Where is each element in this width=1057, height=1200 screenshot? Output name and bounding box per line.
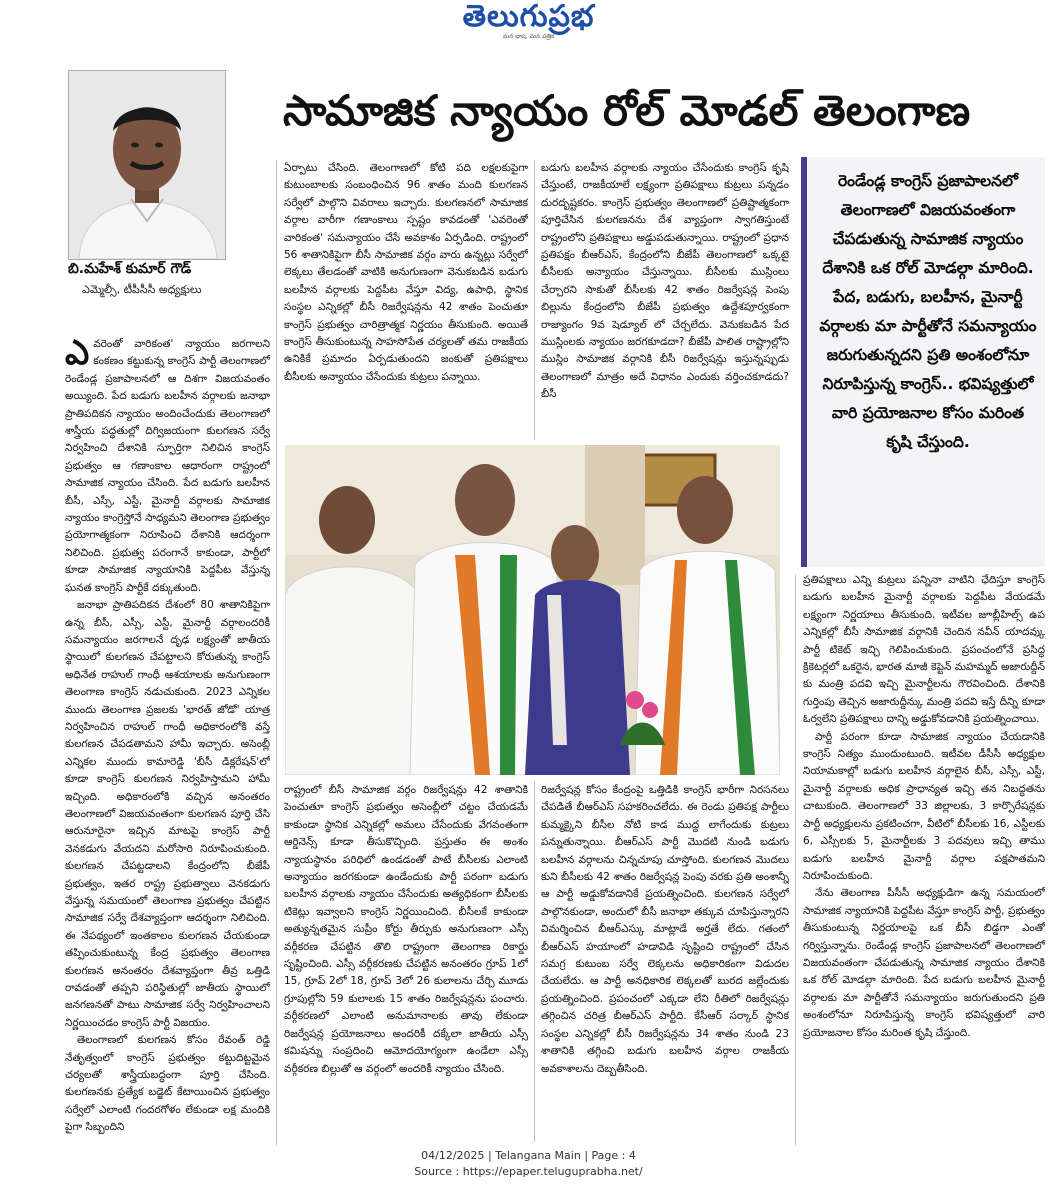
article-column-right-bottom — [541, 782, 789, 1142]
footer-source-link[interactable]: Source : https://epaper.teluguprabha.net/ — [414, 1165, 643, 1178]
masthead-title: తెలుగుప్రభ — [462, 0, 595, 34]
paragraph: పార్టీ పరంగా కూడా సామాజిక న్యాయం చేయడానికి కాంగ్రెస్ నిత్యం ముందుంటుంది. ఇటీవల డీసీసీ అధ్యక్షుల నియామకాల్లో బడుగు బలహీన వర్గాలైన బీసీ, ఎస్సీ, ఎస్టీ, మైనార్టీ వర్గాలకు అధిక ప్రాధాన్యత ఇచ్చి తన నిబద్ధతను చాటుకుంది. తెలంగాణలో 33 జిల్లాలకు, 3 కార్పొరేషన్లకు పార్టీ అధ్యక్షులను ప్రకటించగా, వీటిలో బీసీలకు 16, ఎస్టీలకు 6, ఎస్సీలకు 5, మైనార్టీలకు 3 పదవులు ఇచ్చి తాము బడుగు బలహీన మైనార్టీ వర్గాల పక్షపాతమని నిరూపించుకుంది. — [803, 730, 1045, 882]
article-column-far-right — [803, 572, 1045, 1144]
author-name: బి.మహేశ్ కుమార్ గౌడ్ — [68, 261, 192, 277]
paragraph: ప్రతిపక్షాలు ఎన్ని కుట్రలు పన్నినా వాటిని ఛేదిస్తూ కాంగ్రెస్ బడుగు బలహీన మైనార్టీ వర్గాలకు పెద్దపీట వేయడమే లక్ష్యంగా నిర్ణయాలు తీసుకుంది. ఇటీవల జూబ్లీహిల్స్ ఉప ఎన్నికల్లో బీసీ సామాజిక వర్గానికి చెందిన నవీన్ యాదవ్కు పార్టీ టికెట్ ఇచ్చి గెలిపించుకుంది. ప్రపంచంలోనే ప్రసిద్ధ క్రికెటర్లలో ఒకరైన, భారత మాజీ కెప్టెన్ మహమ్మద్ అజారుద్దీన్ కు మంత్రి పదవి ఇచ్చి మైనార్టీలను గౌరవించింది. దేశానికి గుర్తింపు తెచ్చిన అజారుద్దీన్కు మంత్రి పదవి ఇస్తే దీన్ని కూడా ఓర్వలేని ప్రతిపక్షాలు దాన్ని అడ్డుకోవడానికి ప్రయత్నించాయి. — [803, 574, 1045, 726]
author-role: ఎమ్మెల్సీ, టీపీసీసీ అధ్యక్షులు — [82, 283, 202, 296]
paragraph: తెలంగాణలో కులగణన కోసం రేవంత్ రెడ్డి నేతృత్వంలో కాంగ్రెస్ ప్రభుత్వం కట్టుదిట్టమైన చర్యలతో శాస్త్రీయబద్ధంగా పూర్తి చేసింది. కులగణనకు ప్రత్యేక బడ్జెట్ కేటాయించిన ప్రభుత్వం సర్వేలో ఎలాంటి గందరగోళం లేకుండా లక్ష మందికి పైగా సిబ్బందిని — [65, 1034, 270, 1134]
paragraph: ఏర్పాటు చేసింది. తెలంగాణలో కోటి పది లక్షలకుపైగా కుటుంబాలకు సంబంధించిన 96 శాతం మంది కులగణన సర్వేలో పాల్గొని వివరాలు ఇచ్చారు. కులగణనలో సామాజిక వర్గాల వారీగా గణాంకాలు స్పష్టం కావడంతో 'ఎవరెంతో వారికంత' సమన్యాయం చేసే అవకాశం ఏర్పడింది. రాష్ట్రంలో 56 శాతానికిపైగా బీసీ సామాజిక వర్గం వారు ఉన్నట్లు సర్వేలో లెక్కలు తేలడంతో వాటికి అనుగుణంగా వెనుకబడిన బడుగు బలహీన వర్గాలకు పెద్దపీట వేస్తూ విద్య, ఉపాధి, స్థానిక సంస్థల ఎన్నికల్లో బీసీ రిజర్వేషన్లను 42 శాతం పెంచుతూ కాంగ్రెస్ ప్రభుత్వం చారిత్రాత్మక నిర్ణయం తీసుకుంది. అయితే కాంగ్రెస్ తీసుకుంటున్న సాహసోపేత చర్యలతో తమ రాజకీయ ఉనికికే ప్రమాదం ఏర్పడుతుందని జంకుతో ప్రతిపక్షాలు బీసీలకు అన్యాయం చేసేందుకు కుట్రలు పన్నాయి. — [284, 162, 528, 383]
group-photo-image — [285, 445, 780, 775]
footer-edition-info: 04/12/2025 | Telangana Main | Page : 4 — [421, 1149, 636, 1162]
author-photo — [68, 70, 226, 260]
article-column-left — [65, 336, 270, 1144]
author-portrait-image — [69, 71, 225, 259]
column-divider — [795, 575, 796, 1145]
paragraph: జనాభా ప్రాతిపదికన దేశంలో 80 శాతానికిపైగా ఉన్న బీసీ, ఎస్సీ, ఎస్టీ, మైనార్టీ వర్గాలందరికీ సమన్యాయం జరగాలనే దృఢ లక్ష్యంతో జాతీయ స్థాయిలో కులగణన చేపట్టాలని కోరుతున్న కాంగ్రెస్ అధినేత రాహుల్ గాంధీ ఆశయాలకు అనుగుణంగా తెలంగాణ కాంగ్రెస్ నడుచుకుంది. 2023 ఎన్నికల ముందు తెలంగాణ ప్రజలకు 'భారత్ జోడో' యాత్ర నిర్వహించిన రాహుల్ గాంధీ అధికారంలోకి వస్తే కులగణన చేపడతామని హామీ ఇచ్చారు. అసెంబ్లీ ఎన్నికల ముందు కామారెడ్డి 'బీసీ డిక్లరేషన్'లో కూడా కాంగ్రెస్ కులగణన నిర్వహిస్తామని హామీ ఇచ్చింది. అధికారంలోకి వచ్చిన అనంతరం తెలంగాణలో విజయవంతంగా కులగణన పూర్తి చేసి ఆరునూరైనా ఇచ్చిన మాటపై కాంగ్రెస్ పార్టీ వెనకడుగు వేయదని మరోసారి నిరూపించుకుంది. కులగణన చేపట్టడాలని కేంద్రంలోని బీజేపీ ప్రభుత్వం, ఇతర రాష్ట్ర ప్రభుత్వాలు వెనకడుగు వేస్తున్న సమయంలో తెలంగాణ ప్రభుత్వం చేపట్టిన సామాజిక సర్వే దేశవ్యాప్తంగా ఆదర్శంగా నిలిచింది. ఈ నేపథ్యంలో ఇంతకాలం కులగణన చేయకుండా తప్పించుకుంటున్న కేంద్ర ప్రభుత్వం తెలంగాణ కులగణన అనంతరం దేశవ్యాప్తంగా తీవ్ర ఒత్తిడి రావడంతో తప్పని పరిస్థితుల్లో జాతీయ స్థాయిలో జనగణనతో పాటు సామాజిక సర్వే నిర్వహించాలని నిర్ణయించడం కాంగ్రెస్ పార్టీ విజయం. — [65, 599, 270, 1029]
column-divider — [534, 160, 535, 440]
masthead-tagline: మన భాష, మన పత్రిక — [502, 33, 555, 40]
column-divider — [276, 160, 277, 1145]
column-divider — [534, 782, 535, 1142]
paragraph: బడుగు బలహీన వర్గాలకు న్యాయం చేసేందుకు కాంగ్రెస్ కృషి చేస్తుంటే, రాజకీయాలే లక్ష్యంగా ప్రతిపక్షాలు కుట్రలు పన్నడం దురదృష్టకరం. కాంగ్రెస్ ప్రభుత్వం తెలంగాణలో ప్రతిష్టాత్మకంగా పూర్తిచేసిన కులగణనను దేశ వ్యాప్తంగా స్వాగతిస్తుంటే రాష్ట్రంలోని ప్రతిపక్షాలు అడ్డుపడుతున్నాయి. రాష్ట్రంలో ప్రధాన ప్రతిపక్షం బీఆర్ఎస్, కేంద్రంలోని బీజేపీ తెలంగాణలో ఒక్కటై బీసీలకు అన్యాయం చేస్తున్నాయి. బీసీలకు ముస్లింలు చేర్చారని సాకుతో బీసీలకు 42 శాతం రిజర్వేషన్ల పెంపు బిల్లును కేంద్రంలోని బీజేపీ ప్రభుత్వం ఉద్దేశపూర్వకంగా రాజ్యాంగం 9వ షెడ్యూల్ లో చేర్చలేదు. వెనుకబడిన పేద ముస్లింలకు న్యాయం జరగకూడదా? బీజేపీ పాలిత రాష్ట్రాల్లోని ముస్లిం సామాజిక వర్గానికి బీసీ రిజర్వేషన్లు ఇస్తున్నప్పుడు తెలంగాణలో మాత్రం అదే విధానం ఎందుకు వర్తించకూడదు? బీసీ — [541, 162, 789, 401]
headline: సామాజిక న్యాయం రోల్ మోడల్ తెలంగాణ — [283, 86, 971, 135]
paragraph: రిజర్వేషన్ల కోసం కేంద్రంపై ఒత్తిడికి కాంగ్రెస్ భారీగా నిరసనలు చేపడితే బీఆర్ఎస్ సహకరించలేదు. ఈ రెండు ప్రతిపక్ష పార్టీలు కుమ్మక్కైని బీసీల నోటి కాడ ముద్ద లాగేందుకు కుట్రలు పన్నుతున్నాయి. బీఆర్ఎస్ పార్టీ మొదటి నుండి బడుగు బలహీన వర్గాలను చిన్నచూపు చూస్తోంది. కులగణన మొదలు కుని బీసీలకు 42 శాతం రిజర్వేషన్ల పెంపు వరకు ప్రతి అంశాన్నీ ఆ పార్టీ అడ్డుకోవడానికే ప్రయత్నించింది. కులగణన సర్వేలో పాల్గొనకుండా, అందులో బీసీ జనాభా తక్కువ చూపిస్తున్నారని విమర్శించిన బీఆర్ఎస్కు మాట్లాడే అర్హతే లేదు. గతంలో బీఆర్ఎస్ హయాంలో హడావిడి సృష్టించి రాష్ట్రంలో చేసిన సమగ్ర కుటుంబ సర్వే లెక్కలను అధికారికంగా విడుదల చేయలేదు. ఆ పార్టీ అనధికారిక లెక్కలతో బురద జల్లేందుకు ప్రయత్నించింది. ప్రపంచంలో ఎక్కడా లేని రీతిలో రిజర్వేషన్లు తగ్గించిన చరిత్ర బీఆర్ఎస్ పార్టీది. కేసీఆర్ సర్కార్ స్థానిక సంస్థల ఎన్నికల్లో బీసీ రిజర్వేషన్లను 34 శాతం నుండి 23 శాతానికి తగ్గించి బడుగు బలహీన వర్గాల రాజకీయ అవకాశాలను దెబ్బతీసింది. — [541, 784, 789, 1075]
pull-quote: రెండేండ్ల కాంగ్రెస్ ప్రజాపాలనలో తెలంగాణలో విజయవంతంగా చేపడుతున్న సామాజిక న్యాయం దేశానికి ఒక రోల్ మోడల్గా మారింది. పేద, బడుగు, బలహీన, మైనార్టీ వర్గాలకు మా పార్టీతోనే సమన్యాయం జరుగుతున్నదని ప్రతి అంశంలోనూ నిరూపిస్తున్న కాంగ్రెస్.. భవిష్యత్తులో వారి ప్రయోజనాల కోసం మరింత కృషి చేస్తుంది. — [801, 157, 1045, 567]
paragraph: నేను తెలంగాణ పీసీసీ అధ్యక్షుడిగా ఉన్న సమయంలో సామాజిక న్యాయానికి పెద్దపీట వేస్తూ కాంగ్రెస్ పార్టీ, ప్రభుత్వం తీసుకుంటున్న నిర్ణయాలపై ఒక బీసీ బిడ్డగా ఎంతో గర్విస్తున్నాను. రెండేండ్ల కాంగ్రెస్ ప్రజాపాలనలో తెలంగాణలో విజయవంతంగా చేపడుతున్న సామాజిక న్యాయం దేశానికి ఒక రోల్ మోడల్గా మారింది. పేద బడుగు బలహీన మైనార్టీ వర్గాలకు మా పార్టీతోనే సమన్యాయం జరుగుతుందని ప్రతి అంశంలోనూ నిరూపిస్తున్న కాంగ్రెస్ భవిష్యత్తులో వారి ప్రయోజనాల కోసం మరింత కృషి చేస్తుంది. — [803, 887, 1045, 1039]
page-footer — [0, 1148, 1057, 1180]
paragraph: వరెంతో వారికంత' న్యాయం జరగాలని కంకణం కట్టుకున్న కాంగ్రెస్ పార్టీ తెలంగాణలో రెండేండ్ల ప్రజాపాలనలో ఆ దిశగా విజయవంతం అయ్యింది. పేద బడుగు బలహీన వర్గాలకు జనాభా ప్రాతిపదికన న్యాయం అందించేందుకు తెలంగాణలో శాస్త్రీయ పద్ధతుల్లో దిగ్విజయంగా కులగణన సర్వే నిర్వహించి దేశానికి స్ఫూర్తిగా నిలిచిన కాంగ్రెస్ ప్రభుత్వం ఆ గణాంకాల ఆధారంగా రాష్ట్రంలో సామాజిక న్యాయం చేసింది. పేద బడుగు బలహీన బీసీ, ఎస్సీ, ఎస్టీ, మైనార్టీ వర్గాలకు సామాజిక న్యాయం కాంగ్రెస్తోనే సాధ్యమని తెలంగాణ ప్రభుత్వం ప్రయోగాత్మకంగా నిరూపించి దేశానికి ఆదర్శంగా నిలిచింది. ప్రభుత్వ పరంగానే కాకుండా, పార్టీలో కూడా సామాజిక న్యాయానికి పెద్దపీట వేస్తున్న ఘనత కాంగ్రెస్ పార్టీకే దక్కుతుంది. — [65, 338, 270, 594]
paragraph: రాష్ట్రంలో బీసీ సామాజిక వర్గం రిజర్వేషన్లు 42 శాతానికి పెంచుతూ కాంగ్రెస్ ప్రభుత్వం అసెంబ్లీలో చట్టం చేయడమే కాకుండా స్థానిక ఎన్నికల్లో అమలు చేసేందుకు వేగవంతంగా ఆర్డినెన్స్ కూడా తీసుకొచ్చింది. ప్రస్తుతం ఈ అంశం న్యాయస్థానం పరిధిలో ఉండడంతో పాటే బీసీలకు ఎలాంటి అన్యాయం జరగకుండా ఉండేందుకు పార్టీ పరంగా బడుగు బలహీన వర్గాలకు న్యాయం చేసేందుకు అత్యధికంగా బీసీలకు టికెట్లు ఇవ్వాలని కాంగ్రెస్ నిర్ణయించింది. బీసీలకే కాకుండా అత్యున్నతమైన సుప్రీం కోర్టు తీర్పుకు అనుగుణంగా ఎస్సీ వర్గీకరణ చేపట్టిన తొలి రాష్ట్రంగా తెలంగాణ రికార్డు సృష్టించింది. ఎస్సీ వర్గీకరణకు చేపట్టిన అనంతరం గ్రూప్ 1లో 15, గ్రూప్ 2లో 18, గ్రూప్ 3లో 26 కులాలను చేర్చి మూడు గ్రూపుల్లోని 59 కులాలకు 15 శాతం రిజర్వేషన్లను పంచారు. వర్గీకరణలో ఎలాంటి అనుమానాలకు తావు లేకుండా రిజర్వేషన్ల ప్రయోజనాలు అందరికీ దక్కేలా జాతీయ ఎస్సీ కమిషన్ను సంప్రదించి ఆమోదయోగ్యంగా ఉండేలా ఎస్సీ వర్గీకరణ బిల్లుతో ఆ వర్గంలో అందరికీ న్యాయం చేసింది. — [284, 784, 528, 1075]
article-column-right-top — [541, 160, 789, 435]
news-photo — [285, 445, 780, 775]
dropcap: ఎ — [65, 336, 90, 373]
article-column-mid-top — [284, 160, 528, 435]
masthead — [0, 0, 1057, 50]
article-column-mid-bottom — [284, 782, 528, 1142]
